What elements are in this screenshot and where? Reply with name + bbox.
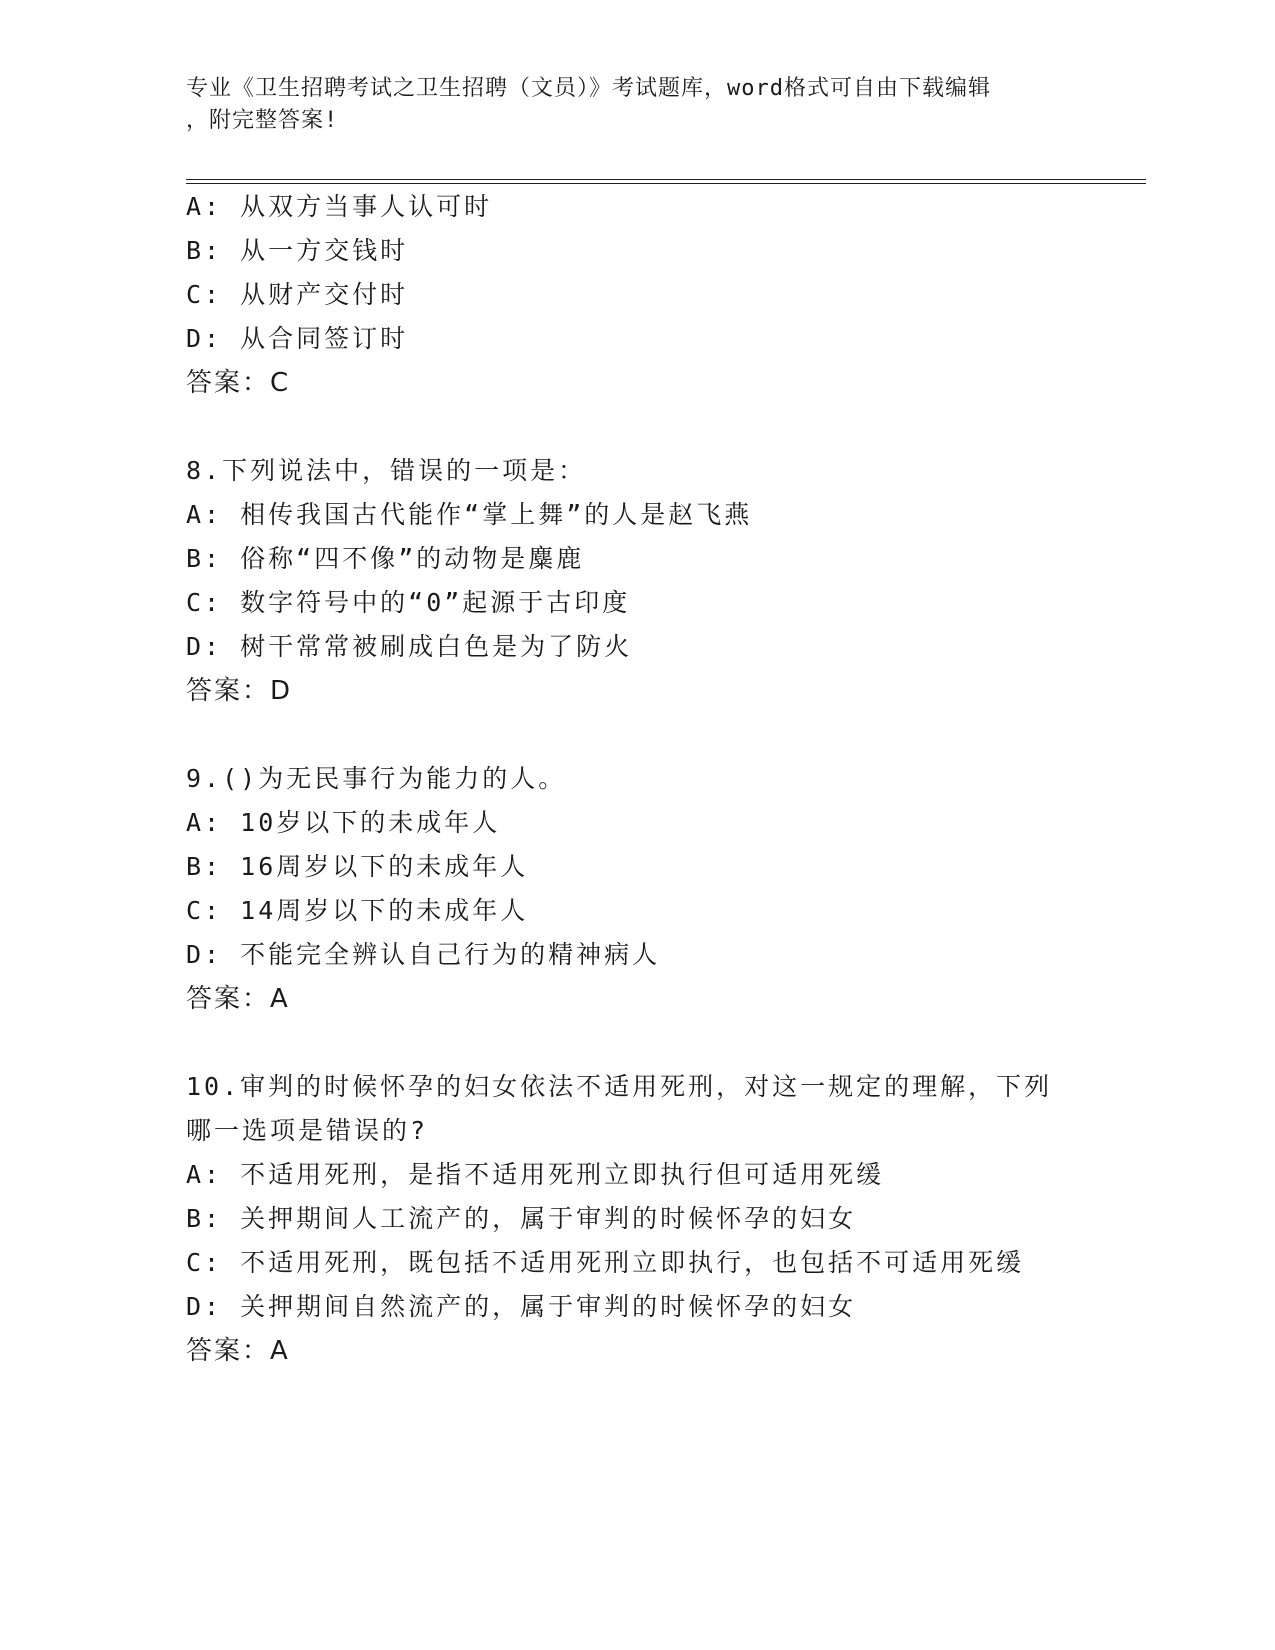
q9-option-d: D: 不能完全辨认自己行为的精神病人 <box>186 940 661 969</box>
prev-option-c: C: 从财产交付时 <box>186 280 409 309</box>
q10-option-a: A: 不适用死刑，是指不适用死刑立即执行但可适用死缓 <box>186 1160 885 1189</box>
prev-option-d: D: 从合同签订时 <box>186 324 409 353</box>
q8-answer: 答案：D <box>186 676 293 706</box>
document-header <box>186 73 1086 137</box>
q10-stem-line-1: 10.审判的时候怀孕的妇女依法不适用死刑，对这一规定的理解，下列 <box>186 1072 1053 1101</box>
q9-option-b: B: 16周岁以下的未成年人 <box>186 852 529 881</box>
header-line-1: 专业《卫生招聘考试之卫生招聘（文员）》考试题库，word格式可自由下载编辑 <box>186 76 991 101</box>
q8-stem: 8.下列说法中，错误的一项是： <box>186 456 587 485</box>
prev-answer: 答案：C <box>186 368 291 398</box>
q10-option-c: C: 不适用死刑，既包括不适用死刑立即执行，也包括不可适用死缓 <box>186 1248 1025 1277</box>
q8-option-b: B: 俗称“四不像”的动物是麋鹿 <box>186 544 585 573</box>
q9-option-a: A: 10岁以下的未成年人 <box>186 808 501 837</box>
prev-option-b: B: 从一方交钱时 <box>186 236 409 265</box>
q9-stem: 9.()为无民事行为能力的人。 <box>186 764 567 793</box>
header-divider-top <box>186 179 1146 180</box>
q9-answer: 答案：A <box>186 984 290 1014</box>
q8-option-d: D: 树干常常被刷成白色是为了防火 <box>186 632 633 661</box>
q9-option-c: C: 14周岁以下的未成年人 <box>186 896 529 925</box>
q10-option-d: D: 关押期间自然流产的，属于审判的时候怀孕的妇女 <box>186 1292 857 1321</box>
q10-option-b: B: 关押期间人工流产的，属于审判的时候怀孕的妇女 <box>186 1204 857 1233</box>
q10-answer: 答案：A <box>186 1336 290 1366</box>
q10-stem-line-2: 哪一选项是错误的? <box>186 1116 429 1145</box>
header-divider-bottom <box>186 183 1146 184</box>
prev-option-a: A: 从双方当事人认可时 <box>186 192 493 221</box>
q8-option-a: A: 相传我国古代能作“掌上舞”的人是赵飞燕 <box>186 500 753 529</box>
q8-option-c: C: 数字符号中的“0”起源于古印度 <box>186 588 631 617</box>
header-line-2: ，附完整答案! <box>186 108 339 133</box>
